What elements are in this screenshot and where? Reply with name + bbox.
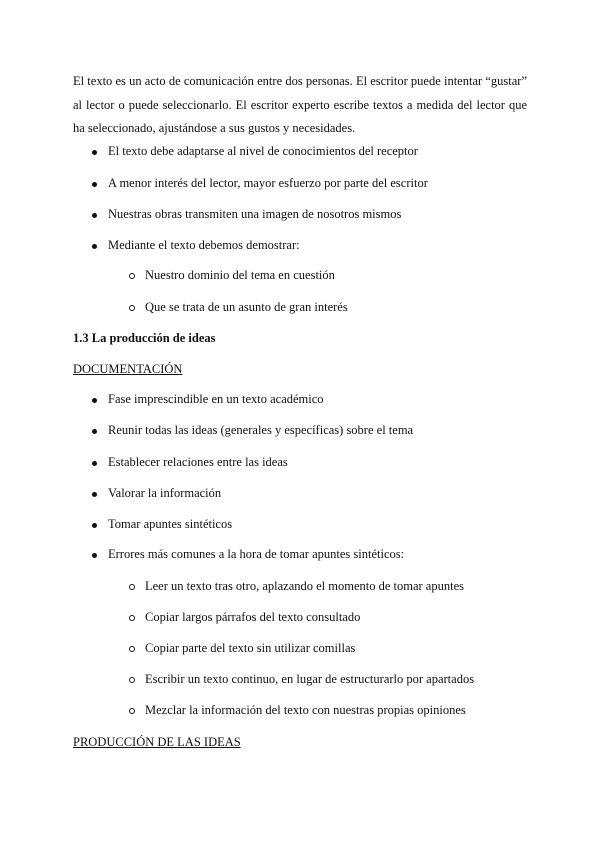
bullet-icon bbox=[92, 429, 97, 434]
documentacion-heading: DOCUMENTACIÓN bbox=[73, 362, 183, 376]
bullet-icon bbox=[92, 398, 97, 403]
hollow-bullet-icon bbox=[129, 305, 135, 311]
list-item-text: A menor interés del lector, mayor esfuerzo por parte del escritor bbox=[108, 176, 428, 190]
sub-list-item bbox=[145, 579, 464, 594]
bullet-icon bbox=[92, 213, 97, 218]
sub-list-item bbox=[145, 703, 466, 718]
hollow-bullet-icon bbox=[129, 646, 135, 652]
list-item-text: Mediante el texto debemos demostrar: bbox=[108, 238, 300, 252]
sub-list-item bbox=[145, 300, 348, 315]
produccion-heading: PRODUCCIÓN DE LAS IDEAS bbox=[73, 735, 241, 749]
list-item-text: Establecer relaciones entre las ideas bbox=[108, 455, 288, 469]
list-item bbox=[108, 547, 404, 562]
list-item bbox=[108, 486, 221, 501]
intro-paragraph: El texto es un acto de comunicación entre dos personas. El escritor puede intentar “gustar” al lector o puede seleccionarlo. El escritor experto escribe textos a medida del lector que ha seleccionado, ajustándose a sus gustos y necesidades. bbox=[73, 74, 527, 135]
list-item bbox=[108, 207, 401, 222]
sub-list-item-text: Leer un texto tras otro, aplazando el momento de tomar apuntes bbox=[145, 579, 464, 593]
section-heading: 1.3 La producción de ideas bbox=[73, 331, 216, 345]
sub-list-item bbox=[145, 641, 355, 656]
bullet-icon bbox=[92, 150, 97, 155]
sub-list-item-text: Copiar largos párrafos del texto consultado bbox=[145, 610, 361, 624]
hollow-bullet-icon bbox=[129, 677, 135, 683]
sub-list-item-text: Copiar parte del texto sin utilizar comillas bbox=[145, 641, 356, 655]
bullet-icon bbox=[92, 182, 97, 187]
sub-list-item-text: Mezclar la información del texto con nuestras propias opiniones bbox=[145, 703, 466, 717]
list-item-text: Fase imprescindible en un texto académico bbox=[108, 392, 324, 406]
list-item bbox=[108, 517, 232, 532]
bullet-icon bbox=[92, 553, 97, 558]
bullet-icon bbox=[92, 523, 97, 528]
sub-list-item bbox=[145, 610, 360, 625]
list-item bbox=[108, 392, 324, 407]
list-item bbox=[108, 144, 418, 159]
list-item-text: Valorar la información bbox=[108, 486, 222, 500]
bullet-icon bbox=[92, 244, 97, 249]
list-item bbox=[108, 238, 300, 253]
bullet-icon bbox=[92, 461, 97, 466]
bullet-icon bbox=[92, 492, 97, 497]
list-item bbox=[108, 176, 428, 191]
list-item-text: Errores más comunes a la hora de tomar apuntes sintéticos: bbox=[108, 547, 405, 561]
sub-list-item-text: Que se trata de un asunto de gran interés bbox=[145, 300, 348, 314]
sub-list-item bbox=[145, 268, 335, 283]
sub-list-item bbox=[145, 672, 474, 687]
list-item bbox=[108, 423, 413, 438]
sub-list-item-text: Nuestro dominio del tema en cuestión bbox=[145, 268, 335, 282]
hollow-bullet-icon bbox=[129, 273, 135, 279]
sub-list-item-text: Escribir un texto continuo, en lugar de estructurarlo por apartados bbox=[145, 672, 475, 686]
hollow-bullet-icon bbox=[129, 708, 135, 714]
hollow-bullet-icon bbox=[129, 615, 135, 621]
list-item-text: El texto debe adaptarse al nivel de conocimientos del receptor bbox=[108, 144, 418, 158]
list-item-text: Nuestras obras transmiten una imagen de nosotros mismos bbox=[108, 207, 402, 221]
hollow-bullet-icon bbox=[129, 584, 135, 590]
list-item bbox=[108, 455, 288, 470]
list-item-text: Reunir todas las ideas (generales y específicas) sobre el tema bbox=[108, 423, 414, 437]
list-item-text: Tomar apuntes sintéticos bbox=[108, 517, 233, 531]
